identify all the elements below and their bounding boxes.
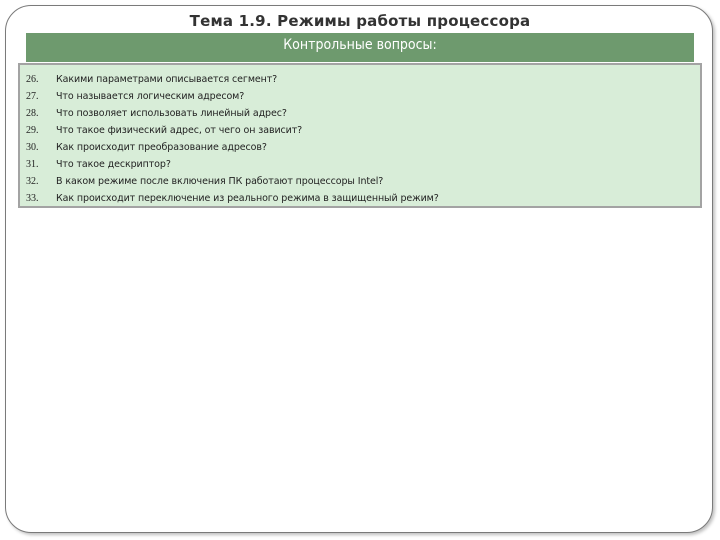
question-text: Как происходит преобразование адресов?	[56, 142, 267, 153]
list-item	[26, 71, 700, 88]
slide-title: Тема 1.9. Режимы работы процессора	[189, 12, 531, 30]
question-text: Как происходит переключение из реального режима в защищенный режим?	[56, 193, 439, 204]
list-item	[26, 190, 700, 207]
banner-heading: Контрольные вопросы:	[283, 37, 437, 53]
list-item	[26, 88, 700, 105]
question-number: 32.	[26, 176, 39, 187]
section-banner	[26, 33, 694, 62]
question-text: Что такое физический адрес, от чего он зависит?	[56, 125, 303, 136]
list-item	[26, 173, 700, 190]
question-text: В каком режиме после включения ПК работают процессоры Intel?	[56, 176, 384, 187]
question-number: 30.	[26, 142, 39, 153]
questions-panel	[18, 63, 702, 208]
question-text: Что позволяет использовать линейный адрес?	[56, 108, 287, 119]
list-item	[26, 122, 700, 139]
questions-list	[26, 71, 700, 207]
question-number: 29.	[26, 125, 39, 136]
question-number: 28.	[26, 108, 39, 119]
question-number: 33.	[26, 193, 39, 204]
question-number: 31.	[26, 159, 39, 170]
list-item	[26, 139, 700, 156]
question-number: 26.	[26, 74, 39, 85]
question-text: Какими параметрами описывается сегмент?	[56, 74, 278, 85]
list-item	[26, 156, 700, 173]
question-text: Что такое дескриптор?	[56, 159, 171, 170]
list-item	[26, 105, 700, 122]
question-text: Что называется логическим адресом?	[56, 91, 245, 102]
question-number: 27.	[26, 91, 39, 102]
